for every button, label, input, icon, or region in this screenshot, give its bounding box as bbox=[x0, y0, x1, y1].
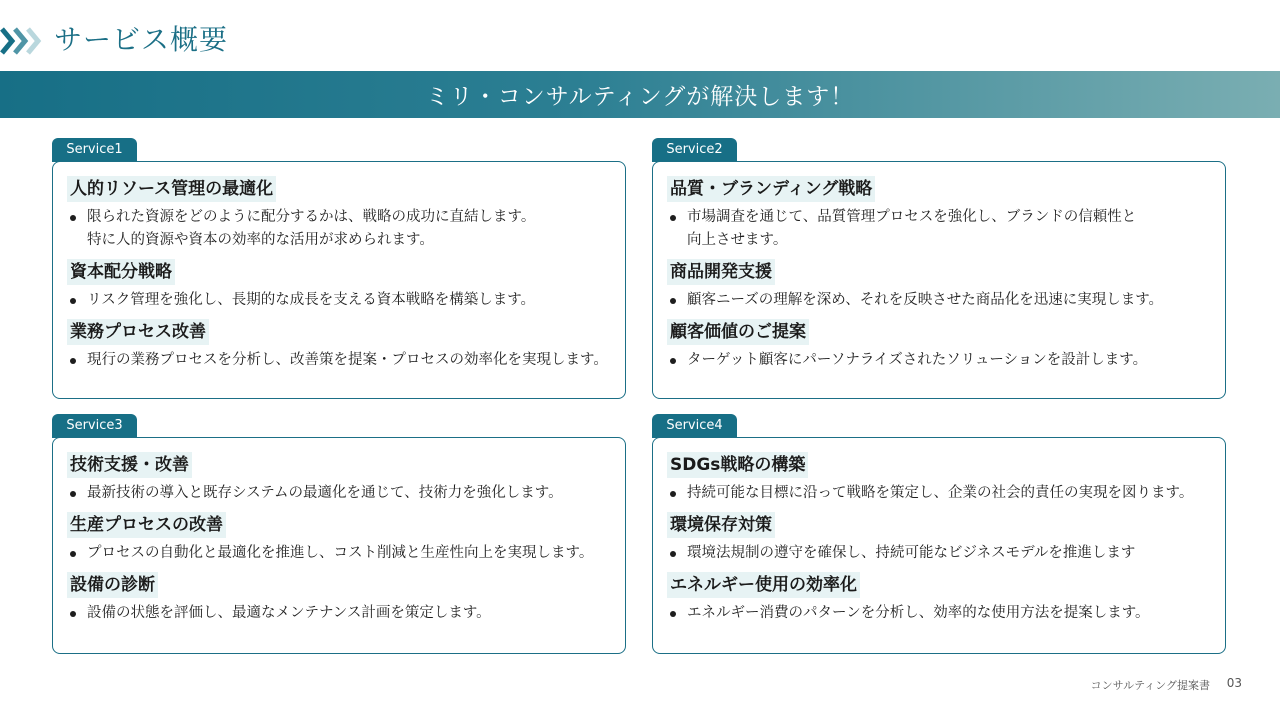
service-card-2 bbox=[652, 138, 1228, 376]
service-box-1 bbox=[52, 161, 626, 399]
section-title: 顧客価値のご提案 bbox=[667, 319, 809, 345]
bullet-text: 向上させます。 bbox=[687, 232, 788, 248]
page-number: 03 bbox=[1226, 676, 1242, 690]
section-title: 技術支援・改善 bbox=[67, 452, 192, 478]
bullet-text: プロセスの自動化と最適化を推進し、コスト削減と生産性向上を実現します。 bbox=[87, 545, 594, 561]
service-tab-1: Service1 bbox=[52, 138, 137, 162]
service-box-3 bbox=[52, 437, 626, 654]
banner bbox=[0, 71, 1280, 118]
bullet-text: エネルギー消費のパターンを分析し、効率的な使用方法を提案します。 bbox=[687, 605, 1150, 621]
banner-text: ミリ・コンサルティングが解決します！ bbox=[425, 84, 855, 110]
section-title: 設備の診断 bbox=[67, 572, 158, 598]
service-tab-4: Service4 bbox=[652, 414, 737, 438]
section-title: 人的リソース管理の最適化 bbox=[67, 176, 276, 202]
bullet-text: 限られた資源をどのように配分するかは、戦略の成功に直結します。 bbox=[87, 209, 536, 225]
service-box-4 bbox=[652, 437, 1226, 654]
service-box-2 bbox=[652, 161, 1226, 399]
bullet-text: リスク管理を強化し、長期的な成長を支える資本戦略を構築します。 bbox=[87, 292, 536, 308]
bullet-text: 特に人的資源や資本の効率的な活用が求められます。 bbox=[87, 232, 434, 248]
section-title: 商品開発支援 bbox=[667, 259, 775, 285]
section-title: エネルギー使用の効率化 bbox=[667, 572, 860, 598]
chevron-right-triple-icon bbox=[0, 24, 48, 58]
service-card-4 bbox=[652, 414, 1228, 652]
bullet-text: ターゲット顧客にパーソナライズされたソリューションを設計します。 bbox=[687, 352, 1148, 368]
bullet-item bbox=[67, 482, 611, 505]
section-title: 品質・ブランディング戦略 bbox=[667, 176, 875, 202]
bullet-text: 顧客ニーズの理解を深め、それを反映させた商品化を迅速に実現します。 bbox=[687, 292, 1164, 308]
section-title: 資本配分戦略 bbox=[67, 259, 175, 285]
service-card-1 bbox=[52, 138, 628, 376]
page-title: サービス概要 bbox=[54, 23, 229, 56]
service-card-3 bbox=[52, 414, 628, 652]
section-title: 生産プロセスの改善 bbox=[67, 512, 226, 538]
bullet-item bbox=[67, 206, 611, 252]
bullet-item bbox=[67, 349, 611, 372]
bullet-item bbox=[667, 349, 1211, 372]
service-tab-3: Service3 bbox=[52, 414, 137, 438]
bullet-item bbox=[667, 542, 1211, 565]
bullet-item bbox=[67, 602, 611, 625]
bullet-item bbox=[667, 482, 1211, 505]
bullet-item bbox=[667, 206, 1211, 252]
bullet-item bbox=[67, 289, 611, 312]
footer-doc-title: コンサルティング提案書 bbox=[1090, 679, 1210, 692]
bullet-text: 市場調査を通じて、品質管理プロセスを強化し、ブランドの信頼性と bbox=[687, 209, 1137, 225]
bullet-text: 最新技術の導入と既存システムの最適化を通じて、技術力を強化します。 bbox=[87, 485, 563, 501]
bullet-item bbox=[667, 602, 1211, 625]
section-title: SDGs戦略の構築 bbox=[667, 452, 808, 478]
bullet-text: 環境法規制の遵守を確保し、持続可能なビジネスモデルを推進します bbox=[687, 545, 1136, 561]
service-tab-2: Service2 bbox=[652, 138, 737, 162]
section-title: 環境保存対策 bbox=[667, 512, 775, 538]
bullet-text: 設備の状態を評価し、最適なメンテナンス計画を策定します。 bbox=[87, 605, 491, 621]
bullet-item bbox=[67, 542, 611, 565]
bullet-text: 持続可能な目標に沿って戦略を策定し、企業の社会的責任の実現を図ります。 bbox=[687, 485, 1194, 501]
section-title: 業務プロセス改善 bbox=[67, 319, 209, 345]
bullet-item bbox=[667, 289, 1211, 312]
bullet-text: 現行の業務プロセスを分析し、改善策を提案・プロセスの効率化を実現します。 bbox=[87, 352, 608, 368]
